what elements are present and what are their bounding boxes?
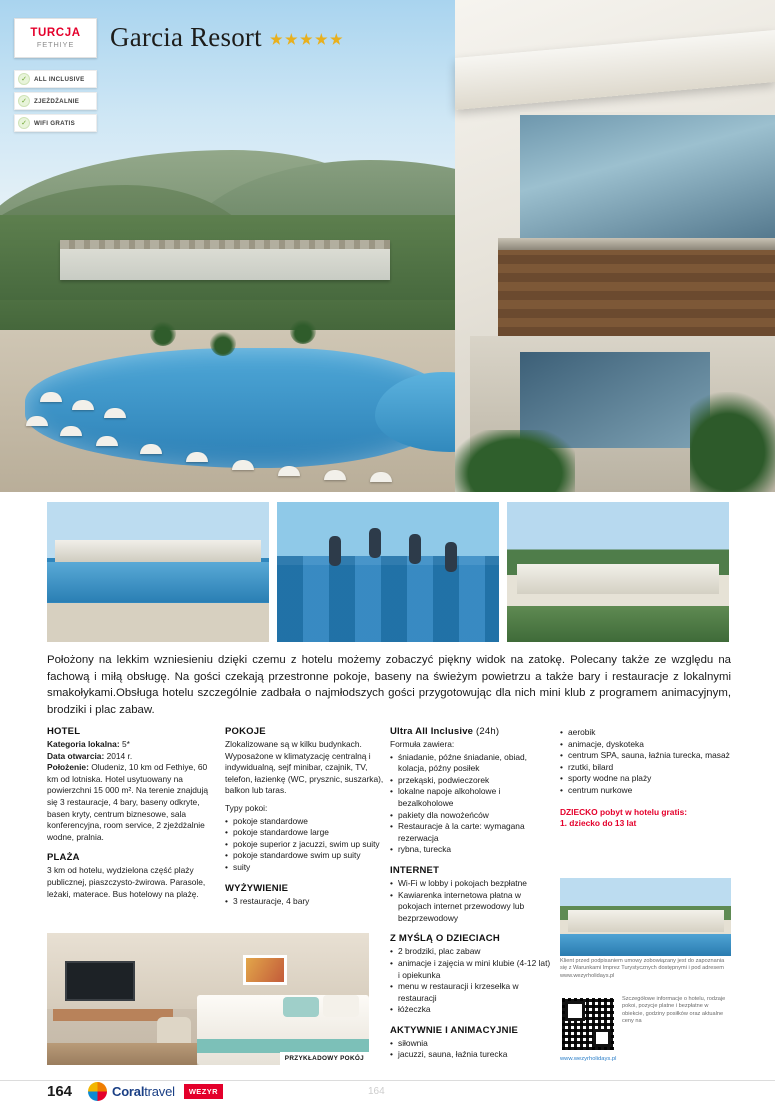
heading-hotel: HOTEL <box>47 726 81 737</box>
legal-text-2: Szczegółowe informacje o hotelu, rodzaje pokoi, pozycje platne i bezpłatne w obiekcie, godziny posiłków oraz aktualne ceny na <box>622 996 726 1025</box>
website-link[interactable]: www.wezyrholidays.pl <box>560 1056 617 1062</box>
building-glass-facade <box>520 112 775 238</box>
qr-code-icon[interactable] <box>560 996 616 1052</box>
value-kategoria: 5* <box>121 739 130 749</box>
star-rating <box>270 33 343 46</box>
aerial-photo <box>560 878 731 956</box>
list-item: • animacje, dyskoteka <box>560 739 731 751</box>
list-item: • pakiety dla nowożeńców <box>390 810 552 822</box>
heading-aktywnie: AKTYWNIE I ANIMACYJNIE <box>390 1024 519 1036</box>
thumbnail-pool-view <box>47 502 269 642</box>
heading-plaza: PLAŻA <box>47 852 80 864</box>
list-item: • suity <box>225 862 385 874</box>
person-silhouette <box>369 528 381 558</box>
hotel-title-block <box>110 22 343 53</box>
feature-badge-wifi <box>14 114 97 132</box>
desk <box>53 1009 173 1021</box>
heading-ultra-all-inclusive <box>390 726 552 737</box>
wood-cladding <box>498 250 775 336</box>
list-item: • rybna, turecka <box>390 844 552 856</box>
list-item: • rzutki, bilard <box>560 762 731 774</box>
room-photo <box>47 933 369 1065</box>
region-label: FETHIYE <box>36 40 75 49</box>
list-activities <box>390 1038 552 1061</box>
star-icon <box>300 33 313 46</box>
room-photo-caption: PRZYKŁADOWY POKÓJ <box>280 1052 369 1065</box>
feature-badge-all-inclusive <box>14 70 97 88</box>
list-item: • 2 brodziki, plac zabaw <box>390 946 552 958</box>
thumbnail-row <box>47 502 729 642</box>
label-polozenie: Położenie: <box>47 762 89 773</box>
list-room-types <box>225 816 385 874</box>
label-formula: Formuła zawiera: <box>390 739 455 749</box>
heading-wyzywienie: WYŻYWIENIE <box>225 882 289 894</box>
palm-icon <box>690 392 775 492</box>
pillow <box>283 997 319 1017</box>
building-row <box>568 910 724 932</box>
heading-dzieci: Z MYŚLĄ O DZIECIACH <box>390 933 500 945</box>
coral-logo-icon <box>88 1082 107 1101</box>
page-title: Garcia Resort <box>110 22 262 52</box>
bed-runner <box>197 1039 369 1053</box>
feature-badge-label: WIFI GRATIS <box>34 119 75 127</box>
plaza-text: 3 km od hotelu, wydzielona część plaży publicznej, piaszczysto-żwirowa. Parasole, leżaki, materace. Bus hotelowy na plażę. <box>47 865 206 899</box>
hero-image <box>0 0 775 492</box>
child-free-note <box>560 807 731 830</box>
page-number: 164 <box>47 1083 73 1100</box>
column-board <box>390 726 552 1061</box>
list-item: • menu w restauracji i krzesełka w restauracji <box>390 981 552 1004</box>
wall-art <box>243 955 287 985</box>
list-item: • pokoje standardowe <box>225 816 385 828</box>
list-item: • pokoje superior z jacuzzi, swim up suity <box>225 839 385 851</box>
check-icon: ✓ <box>18 117 30 129</box>
palm-icon <box>290 318 316 344</box>
pool-strip <box>560 934 731 956</box>
list-kids <box>390 946 552 1016</box>
list-internet <box>390 878 552 924</box>
feature-badge-label: ALL INCLUSIVE <box>34 75 85 83</box>
list-item: • centrum SPA, sauna, łaźnia turecka, masaż <box>560 750 731 762</box>
star-icon <box>330 33 343 46</box>
resort-buildings <box>60 240 390 280</box>
feature-badge-label: ZJEŻDŻALNIE <box>34 97 80 105</box>
list-item: • śniadanie, późne śniadanie, obiad, kolacja, późny posiłek <box>390 752 552 775</box>
list-activities-cont <box>560 727 731 797</box>
list-item: • Kawiarenka internetowa płatna w pokojach internet przewodowy lub bezprzewodowy <box>390 890 552 925</box>
person-silhouette <box>329 536 341 566</box>
floor <box>47 1043 197 1065</box>
person-silhouette <box>445 542 457 572</box>
value-data-otwarcia: 2014 r. <box>106 750 133 761</box>
heading-internet: INTERNET <box>390 864 440 876</box>
list-item: • Wi-Fi w lobby i pokojach bezpłatne <box>390 878 552 890</box>
value-polozenie: Oludeniz, 10 km od Fethiye, 60 km od lotniska. Hotel usytuowany na powierzchni 15 000 m². Na terenie znajdują się 3 restauracje, 4 bary, baseny odkryte, basen kryty, centrum biznesowe, sala konferencyjna, room service, 2 zjeżdżalnie wodne, pralnia. <box>47 762 209 842</box>
television <box>65 961 135 1001</box>
ultra-note: (24h) <box>476 726 500 737</box>
list-item: • pokoje standardowe large <box>225 827 385 839</box>
label-data-otwarcia: Data otwarcia: <box>47 750 105 761</box>
child-free-note-line2: 1. dziecko do 13 lat <box>560 818 637 829</box>
intro-paragraph: Położony na lekkim wzniesieniu dzięki czemu z hotelu możemy zobaczyć piękny widok na zatokę. Polecany także ze względu na fachową i miłą obsługę. Na gości czekają przestronne pokoje, baseny na świeżym powietrzu a także bary i restauracje z lokalnymi smakołykami.Obsługa hotelu szczególnie zadbała o najmłodszych gości przygotowując dla nich mini klub z programem animacyjnym, brodziki i plac zabaw. <box>47 654 731 716</box>
list-item: • lokalne napoje alkoholowe i bezalkoholowe <box>390 786 552 809</box>
balcony-railing <box>498 238 775 250</box>
brand-logo <box>88 1082 223 1101</box>
star-icon <box>315 33 328 46</box>
list-item: • centrum nurkowe <box>560 785 731 797</box>
page-number-watermark: 164 <box>368 1086 385 1097</box>
feature-badge-slides <box>14 92 97 110</box>
list-item: • pokoje standardowe swim up suity <box>225 850 385 862</box>
brand-name: Coraltravel <box>112 1084 175 1099</box>
star-icon <box>270 33 283 46</box>
pillow <box>323 995 359 1017</box>
child-free-note-line1: DZIECKO pobyt w hotelu gratis: <box>560 806 688 817</box>
palm-icon <box>150 320 176 346</box>
list-item: • 3 restauracje, 4 bary <box>225 896 385 908</box>
list-item: • jacuzzi, sauna, łaźnia turecka <box>390 1049 552 1061</box>
palm-icon <box>210 330 236 356</box>
list-item: • sporty wodne na plaży <box>560 773 731 785</box>
column-rooms <box>225 726 385 907</box>
country-badge <box>14 18 97 58</box>
pokoje-text: Zlokalizowane są w kilku budynkach. Wyposażone w klimatyzację centralną i indywidualną, sejf minibar, czajnik, TV, telefon, łazienkę (WC, prysznic, suszarka), balkon lub taras. <box>225 739 384 796</box>
star-icon <box>285 33 298 46</box>
list-item: • przekąski, podwieczorek <box>390 775 552 787</box>
list-item: • aerobik <box>560 727 731 739</box>
label-kategoria: Kategoria lokalna: <box>47 739 120 749</box>
person-silhouette <box>409 534 421 564</box>
list-item: • siłownia <box>390 1038 552 1050</box>
list-catering <box>225 896 385 908</box>
list-item: • animacje i zajęcia w mini klubie (4-12 lat) i opiekunka <box>390 958 552 981</box>
label-typy-pokoi: Typy pokoi: <box>225 802 268 813</box>
list-item: • łóżeczka <box>390 1004 552 1016</box>
column-hotel <box>47 726 217 900</box>
footer-divider <box>0 1080 775 1081</box>
ultra-label: Ultra All Inclusive <box>390 726 474 737</box>
country-label: TURCJA <box>30 27 81 39</box>
column-activities-cont <box>560 726 731 830</box>
check-icon: ✓ <box>18 95 30 107</box>
check-icon: ✓ <box>18 73 30 85</box>
list-item: • Restauracje à la carte: wymagana rezerwacja <box>390 821 552 844</box>
heading-pokoje: POKOJE <box>225 726 266 737</box>
hotel-details <box>47 739 217 843</box>
partner-logo: WEZYR <box>184 1084 223 1099</box>
resort-panorama-photo <box>0 0 775 492</box>
list-formula <box>390 752 552 856</box>
shrubbery <box>455 430 575 492</box>
thumbnail-waterslide <box>277 502 499 642</box>
legal-text-1: Klient przed podpisaniem umowy zobowiązany jest do zapoznania się z Warunkami Imprez Turystycznych dostępnymi i pod adresem www.wezyrholidays.pl <box>560 958 725 979</box>
thumbnail-resort-exterior <box>507 502 729 642</box>
